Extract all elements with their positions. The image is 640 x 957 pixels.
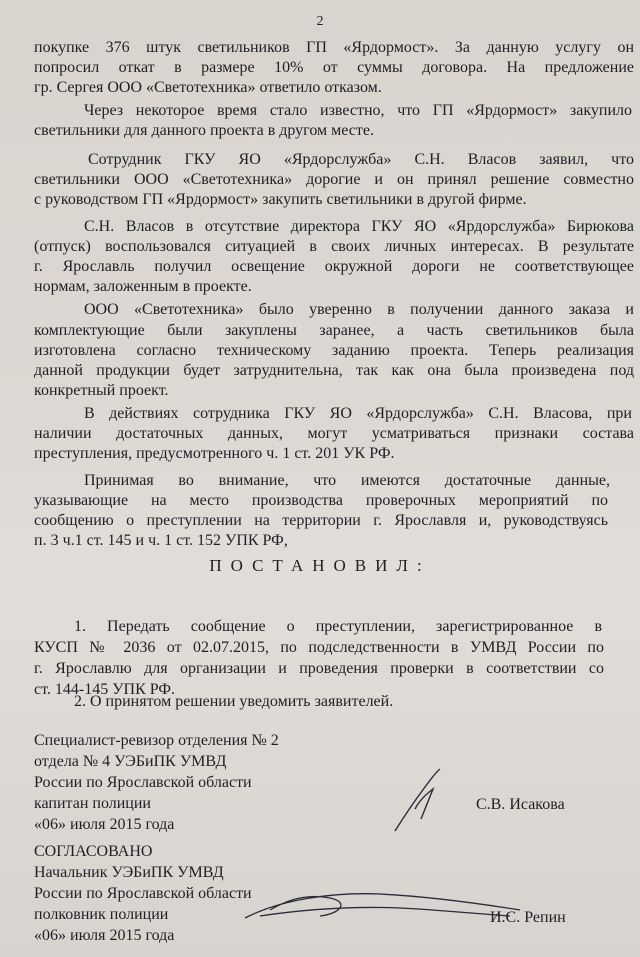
signature-repin xyxy=(240,880,530,930)
body-line: преступления, предусмотренного ч. 1 ст. 201 УК РФ. xyxy=(34,445,395,462)
resolution-heading: ПОСТАНОВИЛ: xyxy=(209,556,431,575)
signer2-name: И.С. Репин xyxy=(490,909,566,926)
signer1-title-line: России по Ярославской области xyxy=(34,774,252,791)
body-line: попросил откат в размере 10% от суммы договора. На предложение xyxy=(34,59,634,76)
body-line: (отпуск) воспользовался ситуацией в своих личных интересах. В результате xyxy=(34,238,634,255)
signer2-title-line: России по Ярославской области xyxy=(34,885,252,902)
body-line: гр. Сергея ООО «Светотехника» ответило отказом. xyxy=(34,79,382,96)
body-line: Через некоторое время стало известно, что ГП «Ярдормост» закупило xyxy=(84,102,632,119)
signer1-title-line: отдела № 4 УЭБиПК УМВД xyxy=(34,753,227,770)
page-number: 2 xyxy=(316,14,324,29)
body-line: конкретный проект. xyxy=(34,382,169,399)
decision-line: 1. Передать сообщение о преступлении, зарегистрированное в xyxy=(74,618,602,635)
body-line: В действиях сотрудника ГКУ ЯО «Ярдорслужба» С.Н. Власова, при xyxy=(84,405,632,422)
decision-line: 2. О принятом решении уведомить заявителей. xyxy=(74,693,394,710)
signer1-title-line: Специалист-ревизор отделения № 2 xyxy=(34,732,279,749)
body-line: данной продукции будет затруднительна, так как она была произведена под xyxy=(34,362,634,379)
body-line: Принимая во внимание, что имеются достаточные данные, xyxy=(84,472,610,489)
body-line: с руководством ГП «Ярдормост» закупить светильники в другой фирме. xyxy=(34,191,527,208)
approval-label: СОГЛАСОВАНО xyxy=(34,843,153,860)
body-line: нормам, заложенным в проекте. xyxy=(34,278,252,295)
body-line: наличии достаточных данных, могут усматриваться признаки состава xyxy=(34,425,634,442)
body-line: изготовлена согласно техническому заданию проекта. Теперь реализация xyxy=(34,342,634,359)
body-line: ООО «Светотехника» было уверенно в получении данного заказа и xyxy=(84,301,634,318)
signer1-block xyxy=(34,730,279,835)
signer2-block xyxy=(34,841,252,946)
decision-line: КУСП № 2036 от 02.07.2015, по подследственности в УМВД России по xyxy=(34,639,604,656)
body-line: покупке 376 штук светильников ГП «Ярдормост». За данную услугу он xyxy=(34,39,634,56)
signer2-title-line: полковник полиции xyxy=(34,906,169,923)
body-line: г. Ярославль получил освещение окружной дороги не соответствующее xyxy=(34,258,634,275)
body-line: п. 3 ч.1 ст. 145 и ч. 1 ст. 152 УПК РФ, xyxy=(34,532,288,549)
signer1-name: С.В. Исакова xyxy=(476,796,565,813)
body-line: сообщению о преступлении на территории г. Ярославля и, руководствуясь xyxy=(34,512,608,529)
decision-line: г. Ярославлю для организации и проведения проверки в соответствии со xyxy=(34,660,604,677)
signature-isakova xyxy=(385,765,455,835)
body-line: указывающие на место производства проверочных мероприятий по xyxy=(34,492,608,509)
body-line: светильники для данного проекта в другом месте. xyxy=(34,122,374,139)
signer1-date: «06» июля 2015 года xyxy=(34,816,175,833)
body-line: светильники ООО «Светотехника» дорогие и он принял решение совместно xyxy=(34,171,634,188)
body-line: комплектующие были закуплены заранее, а часть светильников была xyxy=(34,322,634,339)
signer2-title-line: Начальник УЭБиПК УМВД xyxy=(34,864,224,881)
body-line: Сотрудник ГКУ ЯО «Ярдорслужба» С.Н. Власов заявил, что xyxy=(88,151,634,168)
decision-line: ст. 144-145 УПК РФ. xyxy=(34,681,176,698)
signer1-title-line: капитан полиции xyxy=(34,795,151,812)
signer2-date: «06» июля 2015 года xyxy=(34,927,175,944)
body-line: С.Н. Власов в отсутствие директора ГКУ ЯО «Ярдорслужба» Бирюкова xyxy=(84,218,634,235)
